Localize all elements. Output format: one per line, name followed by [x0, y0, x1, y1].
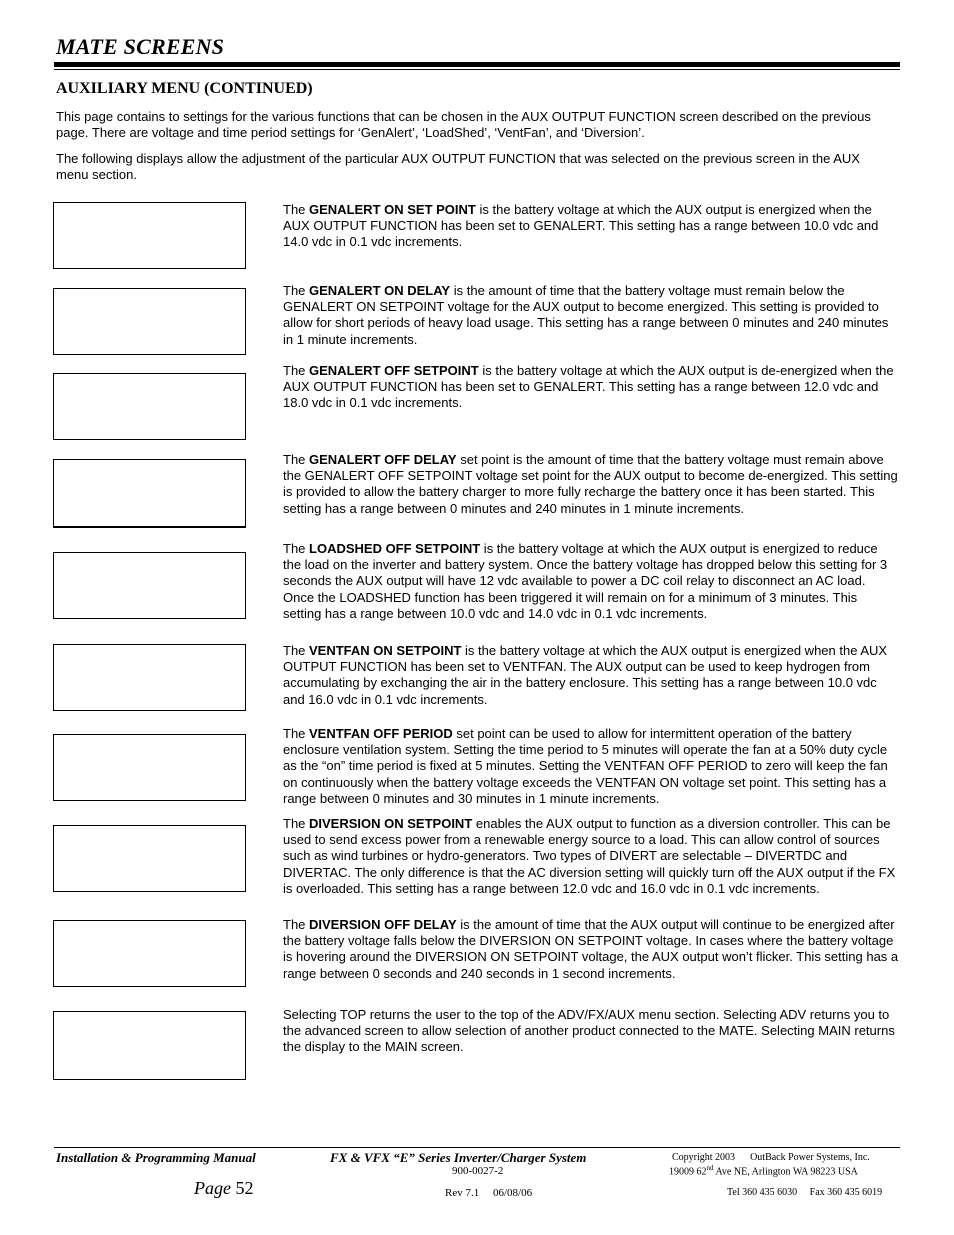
setting-description: The GENALERT OFF SETPOINT is the battery voltage at which the AUX output is de-energized when the AUX OUTPUT FUNCTION has been set to GENALERT. This setting has a range between 12.0 vdc and 18.0 vdc in 0.1 vdc increments. — [283, 363, 894, 411]
footer-address: 19009 62nd Ave NE, Arlington WA 98223 USA — [669, 1164, 858, 1178]
setting-term: GENALERT ON SET POINT — [309, 202, 476, 217]
setting-description: The GENALERT OFF DELAY set point is the amount of time that the battery voltage must remain above the GENALERT OFF SETPOINT voltage set point for the AUX output to become de-energized. This setting is provided to allow the battery charger to more fully recharge the battery once it has been started. This setting has a range between 0 minutes and 240 minutes in 1 minute increments. — [283, 452, 898, 516]
screen-display-genalert-on-delay — [53, 288, 246, 355]
screen-display-ventfan-on-setpoint — [53, 644, 246, 711]
footer-revision: Rev 7.1 06/08/06 — [445, 1187, 533, 1199]
setting-term: VENTFAN OFF PERIOD — [309, 726, 453, 741]
setting-term: VENTFAN ON SETPOINT — [309, 643, 462, 658]
footer-doc-number: 900-0027-2 — [452, 1165, 504, 1177]
screen-display-genalert-off-delay — [53, 459, 246, 528]
intro-paragraph-1: This page contains to settings for the various functions that can be chosen in the AUX OUTPUT FUNCTION screen described on the previous page. There are voltage and time period settings for ‘GenAlert’, ‘LoadShed’, ‘VentFan’, and ‘Diversion’. — [56, 109, 871, 141]
header-rule-thin — [54, 69, 900, 70]
setting-description: The DIVERSION ON SETPOINT enables the AUX output to function as a diversion controller. This can be used to send excess power from a renewable energy source to a load. This can allow control of sources such as wind turbines or hydro-generators. Two types of DIVERT are selectable – DIVERTDC and DIVERTAC. The only difference is that the AC diversion setting will quickly turn off the AUX output if the FX is overloaded. This setting has a range between 12.0 vdc and 16.0 vdc in 0.1 vdc increments. — [283, 816, 896, 896]
setting-term: GENALERT OFF DELAY — [309, 452, 457, 467]
screen-display-diversion-off-delay — [53, 920, 246, 987]
footer-manual-title: Installation & Programming Manual — [56, 1150, 256, 1165]
footer-rule — [54, 1147, 900, 1148]
setting-term: LOADSHED OFF SETPOINT — [309, 541, 481, 556]
screen-display-genalert-on-setpoint — [53, 202, 246, 269]
setting-term: GENALERT OFF SETPOINT — [309, 363, 479, 378]
section-heading: AUXILIARY MENU (CONTINUED) — [56, 80, 313, 97]
screen-display-genalert-off-setpoint — [53, 373, 246, 440]
setting-description: The LOADSHED OFF SETPOINT is the battery voltage at which the AUX output is energized to reduce the load on the inverter and battery system. Once the battery voltage has dropped below this setting for 3 seconds the AUX output will have 12 vdc available to power a DC coil relay to disconnect an AC load. Once the LOADSHED function has been triggered it will remain on for a minimum of 3 minutes. This setting has a range between 10.0 vdc and 14.0 vdc in 0.1 vdc increments. — [283, 541, 888, 621]
header-rule-thick — [54, 62, 900, 67]
intro-paragraph-2: The following displays allow the adjustment of the particular AUX OUTPUT FUNCTION that was selected on the previous screen in the AUX menu section. — [56, 151, 860, 183]
footer-page-number: Page 52 — [194, 1178, 254, 1198]
setting-description: The DIVERSION OFF DELAY is the amount of time that the AUX output will continue to be energized after the battery voltage falls below the DIVERSION ON SETPOINT voltage. In cases where the battery voltage is hovering around the DIVERSION ON SETPOINT voltage, the AUX output won’t flicker. This setting has a range between 0 seconds and 240 seconds in 1 second increments. — [283, 917, 899, 981]
setting-term: DIVERSION ON SETPOINT — [309, 816, 473, 831]
screen-display-top-adv-main — [53, 1011, 246, 1080]
screen-display-ventfan-off-period — [53, 734, 246, 801]
footer-phone-fax: Tel 360 435 6030 Fax 360 435 6019 — [727, 1187, 883, 1198]
setting-description: The VENTFAN OFF PERIOD set point can be used to allow for intermittent operation of the battery enclosure ventilation system. Setting the time period to 5 minutes will operate the fan at a 50% duty cycle as the “on” time period is fixed at 5 minutes. Setting the VENTFAN OFF PERIOD to zero will keep the fan on continuously when the battery voltage exceeds the VENTFAN ON voltage set point. This setting has a range between 0 minutes and 30 minutes in 1 minute increments. — [283, 726, 888, 806]
setting-term: DIVERSION OFF DELAY — [309, 917, 457, 932]
footer-system-name: FX & VFX “E” Series Inverter/Charger System — [330, 1150, 587, 1165]
screen-display-diversion-on-setpoint — [53, 825, 246, 892]
page-header-title: MATE SCREENS — [56, 34, 225, 59]
screen-display-loadshed-off-setpoint — [53, 552, 246, 619]
setting-description: The VENTFAN ON SETPOINT is the battery voltage at which the AUX output is energized when the AUX OUTPUT FUNCTION has been set to VENTFAN. The AUX output can be used to keep hydrogen from accumulating by exchanging the air in the battery enclosure. This setting has a range between 10.0 vdc and 16.0 vdc in 0.1 vdc increments. — [283, 643, 888, 707]
setting-term: GENALERT ON DELAY — [309, 283, 451, 298]
setting-description: The GENALERT ON DELAY is the amount of time that the battery voltage must remain below the GENALERT ON SETPOINT voltage for the AUX output to become energized. This setting is provided to allow for short periods of heavy load usage. This setting has a range between 0 minutes and 240 minutes in 1 minute increments. — [283, 283, 889, 347]
setting-description: The GENALERT ON SET POINT is the battery voltage at which the AUX output is energized when the AUX OUTPUT FUNCTION has been set to GENALERT. This setting has a range between 10.0 vdc and 14.0 vdc in 0.1 vdc increments. — [283, 202, 879, 250]
footer-copyright: Copyright 2003 OutBack Power Systems, Inc. — [672, 1152, 870, 1163]
navigation-description: Selecting TOP returns the user to the top of the ADV/FX/AUX menu section. Selecting ADV returns you to the advanced screen to allow selection of another product connected to the MATE. Selecting MAIN returns the display to the MAIN screen. — [283, 1007, 895, 1055]
